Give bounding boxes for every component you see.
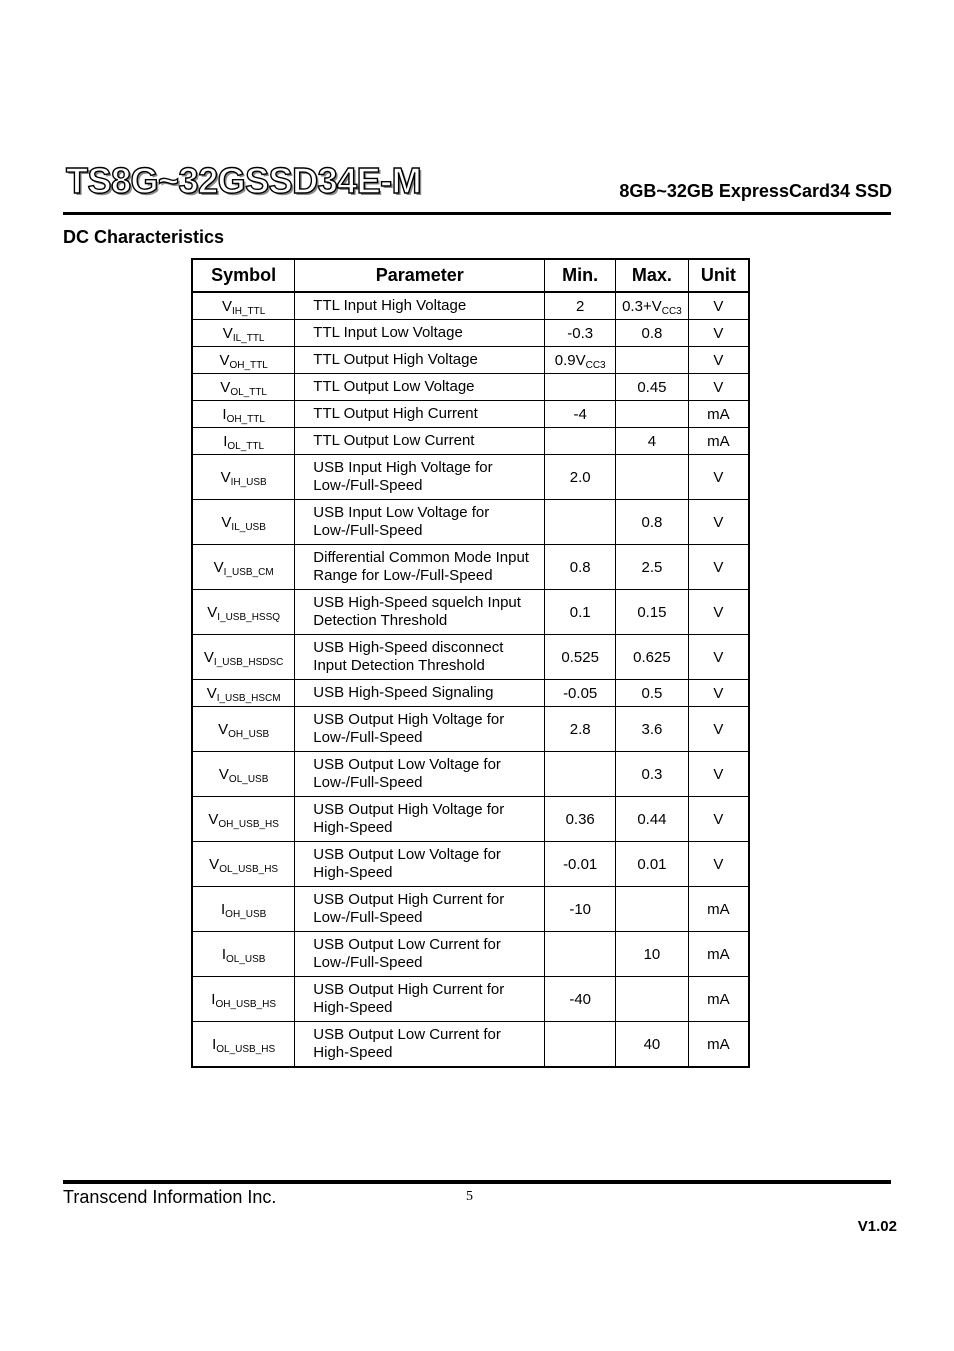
symbol-subscript: IH_TTL bbox=[231, 305, 266, 317]
table-row bbox=[192, 752, 749, 797]
max-cell bbox=[616, 545, 689, 590]
table-row bbox=[192, 680, 749, 707]
symbol-letter: V bbox=[209, 855, 220, 873]
max-cell bbox=[616, 292, 689, 320]
parameter-cell: Differential Common Mode Input Range for Low-/Full-Speed bbox=[295, 545, 545, 590]
symbol-cell bbox=[192, 680, 295, 707]
max-cell bbox=[616, 401, 689, 428]
table-row bbox=[192, 797, 749, 842]
symbol-cell bbox=[192, 401, 295, 428]
parameter-cell: USB Output Low Voltage for High-Speed bbox=[295, 842, 545, 887]
unit-cell: mA bbox=[688, 932, 749, 977]
min-cell bbox=[545, 401, 616, 428]
parameter-cell: USB Output High Current for Low-/Full-Speed bbox=[295, 887, 545, 932]
max-cell bbox=[616, 590, 689, 635]
column-header-symbol: Symbol bbox=[192, 259, 295, 292]
max-cell bbox=[616, 707, 689, 752]
symbol-letter: V bbox=[206, 684, 217, 702]
symbol-letter: V bbox=[221, 513, 232, 531]
min-cell bbox=[545, 455, 616, 500]
symbol-letter: I bbox=[222, 405, 227, 423]
symbol-cell bbox=[192, 320, 295, 347]
table-header-row bbox=[192, 259, 749, 292]
unit-cell: V bbox=[688, 842, 749, 887]
max-value: 0.45 bbox=[637, 378, 667, 396]
unit-cell: mA bbox=[688, 428, 749, 455]
min-cell bbox=[545, 887, 616, 932]
table-row bbox=[192, 707, 749, 752]
min-cell bbox=[545, 752, 616, 797]
min-value: 2.8 bbox=[569, 720, 591, 738]
table-row bbox=[192, 1022, 749, 1068]
table-row bbox=[192, 842, 749, 887]
max-cell bbox=[616, 1022, 689, 1068]
table-row bbox=[192, 347, 749, 374]
symbol-subscript: OH_USB_HS bbox=[218, 818, 279, 830]
unit-cell: V bbox=[688, 347, 749, 374]
symbol-letter: I bbox=[221, 945, 226, 963]
table-row bbox=[192, 428, 749, 455]
symbol-subscript: IL_USB bbox=[231, 521, 266, 533]
max-value: 0.15 bbox=[637, 603, 667, 621]
parameter-cell: TTL Input High Voltage bbox=[295, 292, 545, 320]
min-value: 0.8 bbox=[569, 558, 591, 576]
max-value: 10 bbox=[643, 945, 661, 963]
min-value: -40 bbox=[569, 990, 592, 1008]
min-cell bbox=[545, 347, 616, 374]
min-subscript: CC3 bbox=[585, 359, 606, 371]
symbol-letter: V bbox=[208, 810, 219, 828]
symbol-cell bbox=[192, 428, 295, 455]
max-cell bbox=[616, 347, 689, 374]
unit-cell: V bbox=[688, 797, 749, 842]
unit-cell: V bbox=[688, 455, 749, 500]
parameter-cell: USB High-Speed Signaling bbox=[295, 680, 545, 707]
max-value: 4 bbox=[647, 432, 657, 450]
symbol-cell bbox=[192, 887, 295, 932]
parameter-cell: USB Output Low Current for High-Speed bbox=[295, 1022, 545, 1068]
max-cell bbox=[616, 842, 689, 887]
max-subscript: CC3 bbox=[661, 305, 682, 317]
symbol-subscript: OL_TTL bbox=[230, 386, 267, 398]
parameter-cell: USB Output Low Current for Low-/Full-Speed bbox=[295, 932, 545, 977]
symbol-subscript: OL_USB bbox=[228, 773, 269, 785]
symbol-subscript: I_USB_HSDSC bbox=[213, 656, 284, 668]
max-cell bbox=[616, 932, 689, 977]
document-version: V1.02 bbox=[857, 1218, 897, 1235]
symbol-cell bbox=[192, 752, 295, 797]
table-body bbox=[192, 292, 749, 1067]
min-cell bbox=[545, 374, 616, 401]
parameter-cell: USB Output Low Voltage for Low-/Full-Speed bbox=[295, 752, 545, 797]
table-row bbox=[192, 320, 749, 347]
page-number: 5 bbox=[466, 1189, 473, 1204]
document-subtitle: 8GB~32GB ExpressCard34 SSD bbox=[619, 181, 892, 201]
footer-company: Transcend Information Inc. bbox=[63, 1187, 277, 1207]
max-cell bbox=[616, 320, 689, 347]
max-value: 0.625 bbox=[633, 648, 671, 666]
unit-cell: V bbox=[688, 635, 749, 680]
max-cell bbox=[616, 680, 689, 707]
min-value: -0.05 bbox=[563, 684, 598, 702]
parameter-cell: USB Output High Voltage for High-Speed bbox=[295, 797, 545, 842]
unit-cell: V bbox=[688, 292, 749, 320]
unit-cell: V bbox=[688, 680, 749, 707]
symbol-cell bbox=[192, 374, 295, 401]
symbol-letter: I bbox=[211, 990, 216, 1008]
table-row bbox=[192, 374, 749, 401]
max-value: 0.5 bbox=[641, 684, 663, 702]
max-cell bbox=[616, 455, 689, 500]
parameter-cell: TTL Output Low Current bbox=[295, 428, 545, 455]
symbol-cell bbox=[192, 635, 295, 680]
symbol-letter: I bbox=[223, 432, 228, 450]
min-value: 0.1 bbox=[569, 603, 591, 621]
min-cell bbox=[545, 797, 616, 842]
table-row bbox=[192, 635, 749, 680]
symbol-subscript: OH_USB_HS bbox=[215, 998, 277, 1010]
symbol-letter: V bbox=[213, 558, 224, 576]
symbol-subscript: OH_USB bbox=[228, 728, 270, 740]
min-cell bbox=[545, 977, 616, 1022]
max-value: 3.6 bbox=[641, 720, 663, 738]
min-cell bbox=[545, 680, 616, 707]
table-row bbox=[192, 545, 749, 590]
max-value: 40 bbox=[643, 1035, 661, 1053]
min-cell bbox=[545, 320, 616, 347]
symbol-subscript: I_USB_CM bbox=[223, 566, 274, 578]
unit-cell: mA bbox=[688, 1022, 749, 1068]
table-row bbox=[192, 500, 749, 545]
symbol-subscript: IH_USB bbox=[230, 476, 267, 488]
symbol-letter: V bbox=[220, 468, 231, 486]
parameter-cell: USB Output High Current for High-Speed bbox=[295, 977, 545, 1022]
min-value: 2 bbox=[576, 297, 585, 315]
max-cell bbox=[616, 428, 689, 455]
symbol-cell bbox=[192, 932, 295, 977]
table-row bbox=[192, 590, 749, 635]
min-value: -10 bbox=[569, 900, 592, 918]
unit-cell: mA bbox=[688, 977, 749, 1022]
max-cell bbox=[616, 752, 689, 797]
symbol-letter: V bbox=[203, 648, 214, 666]
parameter-cell: USB Output High Voltage for Low-/Full-Speed bbox=[295, 707, 545, 752]
column-header-unit: Unit bbox=[688, 259, 749, 292]
symbol-subscript: OH_USB bbox=[225, 908, 267, 920]
min-cell bbox=[545, 428, 616, 455]
symbol-letter: I bbox=[212, 1035, 217, 1053]
max-value: 0.3+V bbox=[622, 297, 662, 315]
min-value: -0.3 bbox=[567, 324, 594, 342]
symbol-letter: V bbox=[218, 720, 229, 738]
parameter-cell: USB Input Low Voltage for Low-/Full-Speed bbox=[295, 500, 545, 545]
symbol-letter: V bbox=[220, 378, 231, 396]
table-row bbox=[192, 932, 749, 977]
symbol-cell bbox=[192, 977, 295, 1022]
max-value: 2.5 bbox=[641, 558, 663, 576]
table-row bbox=[192, 455, 749, 500]
unit-cell: V bbox=[688, 374, 749, 401]
max-value: 0.8 bbox=[641, 324, 663, 342]
min-cell bbox=[545, 842, 616, 887]
section-title: DC Characteristics bbox=[63, 227, 225, 247]
symbol-subscript: I_USB_HSCM bbox=[216, 692, 281, 704]
max-value: 0.44 bbox=[637, 810, 667, 828]
max-cell bbox=[616, 635, 689, 680]
min-value: 0.525 bbox=[561, 648, 599, 666]
min-value: 2.0 bbox=[569, 468, 591, 486]
symbol-subscript: IL_TTL bbox=[232, 332, 265, 344]
symbol-letter: V bbox=[218, 765, 229, 783]
symbol-cell bbox=[192, 347, 295, 374]
column-header-min: Min. bbox=[545, 259, 616, 292]
symbol-letter: V bbox=[207, 603, 218, 621]
parameter-cell: TTL Output Low Voltage bbox=[295, 374, 545, 401]
unit-cell: V bbox=[688, 707, 749, 752]
symbol-cell bbox=[192, 292, 295, 320]
max-value: 0.3 bbox=[641, 765, 663, 783]
unit-cell: V bbox=[688, 320, 749, 347]
parameter-cell: TTL Output High Current bbox=[295, 401, 545, 428]
unit-cell: V bbox=[688, 500, 749, 545]
min-cell bbox=[545, 500, 616, 545]
unit-cell: V bbox=[688, 545, 749, 590]
max-cell bbox=[616, 887, 689, 932]
symbol-letter: I bbox=[221, 900, 226, 918]
header-rule bbox=[63, 212, 891, 215]
symbol-cell bbox=[192, 590, 295, 635]
symbol-letter: V bbox=[219, 351, 230, 369]
table-row bbox=[192, 887, 749, 932]
max-value: 0.01 bbox=[637, 855, 667, 873]
symbol-subscript: OL_USB_HS bbox=[219, 863, 279, 875]
min-cell bbox=[545, 1022, 616, 1068]
table-row bbox=[192, 401, 749, 428]
parameter-cell: TTL Output High Voltage bbox=[295, 347, 545, 374]
min-value: 0.36 bbox=[565, 810, 595, 828]
min-cell bbox=[545, 707, 616, 752]
unit-cell: V bbox=[688, 590, 749, 635]
column-header-parameter: Parameter bbox=[295, 259, 545, 292]
unit-cell: mA bbox=[688, 887, 749, 932]
min-value: 0.9V bbox=[554, 351, 586, 369]
min-cell bbox=[545, 545, 616, 590]
footer-rule bbox=[63, 1180, 891, 1184]
min-cell bbox=[545, 635, 616, 680]
parameter-cell: USB High-Speed disconnect Input Detection Threshold bbox=[295, 635, 545, 680]
symbol-letter: V bbox=[221, 297, 232, 315]
symbol-cell bbox=[192, 707, 295, 752]
symbol-cell bbox=[192, 455, 295, 500]
column-header-max: Max. bbox=[616, 259, 689, 292]
symbol-cell bbox=[192, 842, 295, 887]
min-cell bbox=[545, 932, 616, 977]
unit-cell: V bbox=[688, 752, 749, 797]
table-row bbox=[192, 977, 749, 1022]
document-title: TS8G~32GSSD34E-M bbox=[66, 160, 422, 201]
max-cell bbox=[616, 374, 689, 401]
symbol-subscript: OH_TTL bbox=[226, 413, 265, 425]
max-cell bbox=[616, 797, 689, 842]
max-value: 0.8 bbox=[641, 513, 663, 531]
symbol-subscript: OL_USB bbox=[226, 953, 266, 965]
parameter-cell: USB High-Speed squelch Input Detection Threshold bbox=[295, 590, 545, 635]
symbol-cell bbox=[192, 500, 295, 545]
min-cell bbox=[545, 590, 616, 635]
dc-characteristics-table bbox=[191, 258, 750, 1068]
symbol-cell bbox=[192, 545, 295, 590]
symbol-subscript: I_USB_HSSQ bbox=[217, 611, 281, 623]
max-cell bbox=[616, 500, 689, 545]
unit-cell: mA bbox=[688, 401, 749, 428]
symbol-cell bbox=[192, 1022, 295, 1068]
parameter-cell: USB Input High Voltage for Low-/Full-Speed bbox=[295, 455, 545, 500]
parameter-cell: TTL Input Low Voltage bbox=[295, 320, 545, 347]
symbol-letter: V bbox=[222, 324, 233, 342]
symbol-cell bbox=[192, 797, 295, 842]
min-value: -4 bbox=[573, 405, 587, 423]
max-cell bbox=[616, 977, 689, 1022]
min-value: -0.01 bbox=[563, 855, 598, 873]
min-cell bbox=[545, 292, 616, 320]
table-row bbox=[192, 292, 749, 320]
symbol-subscript: OL_USB_HS bbox=[216, 1043, 276, 1055]
symbol-subscript: OH_TTL bbox=[229, 359, 268, 371]
symbol-subscript: OL_TTL bbox=[227, 440, 265, 452]
